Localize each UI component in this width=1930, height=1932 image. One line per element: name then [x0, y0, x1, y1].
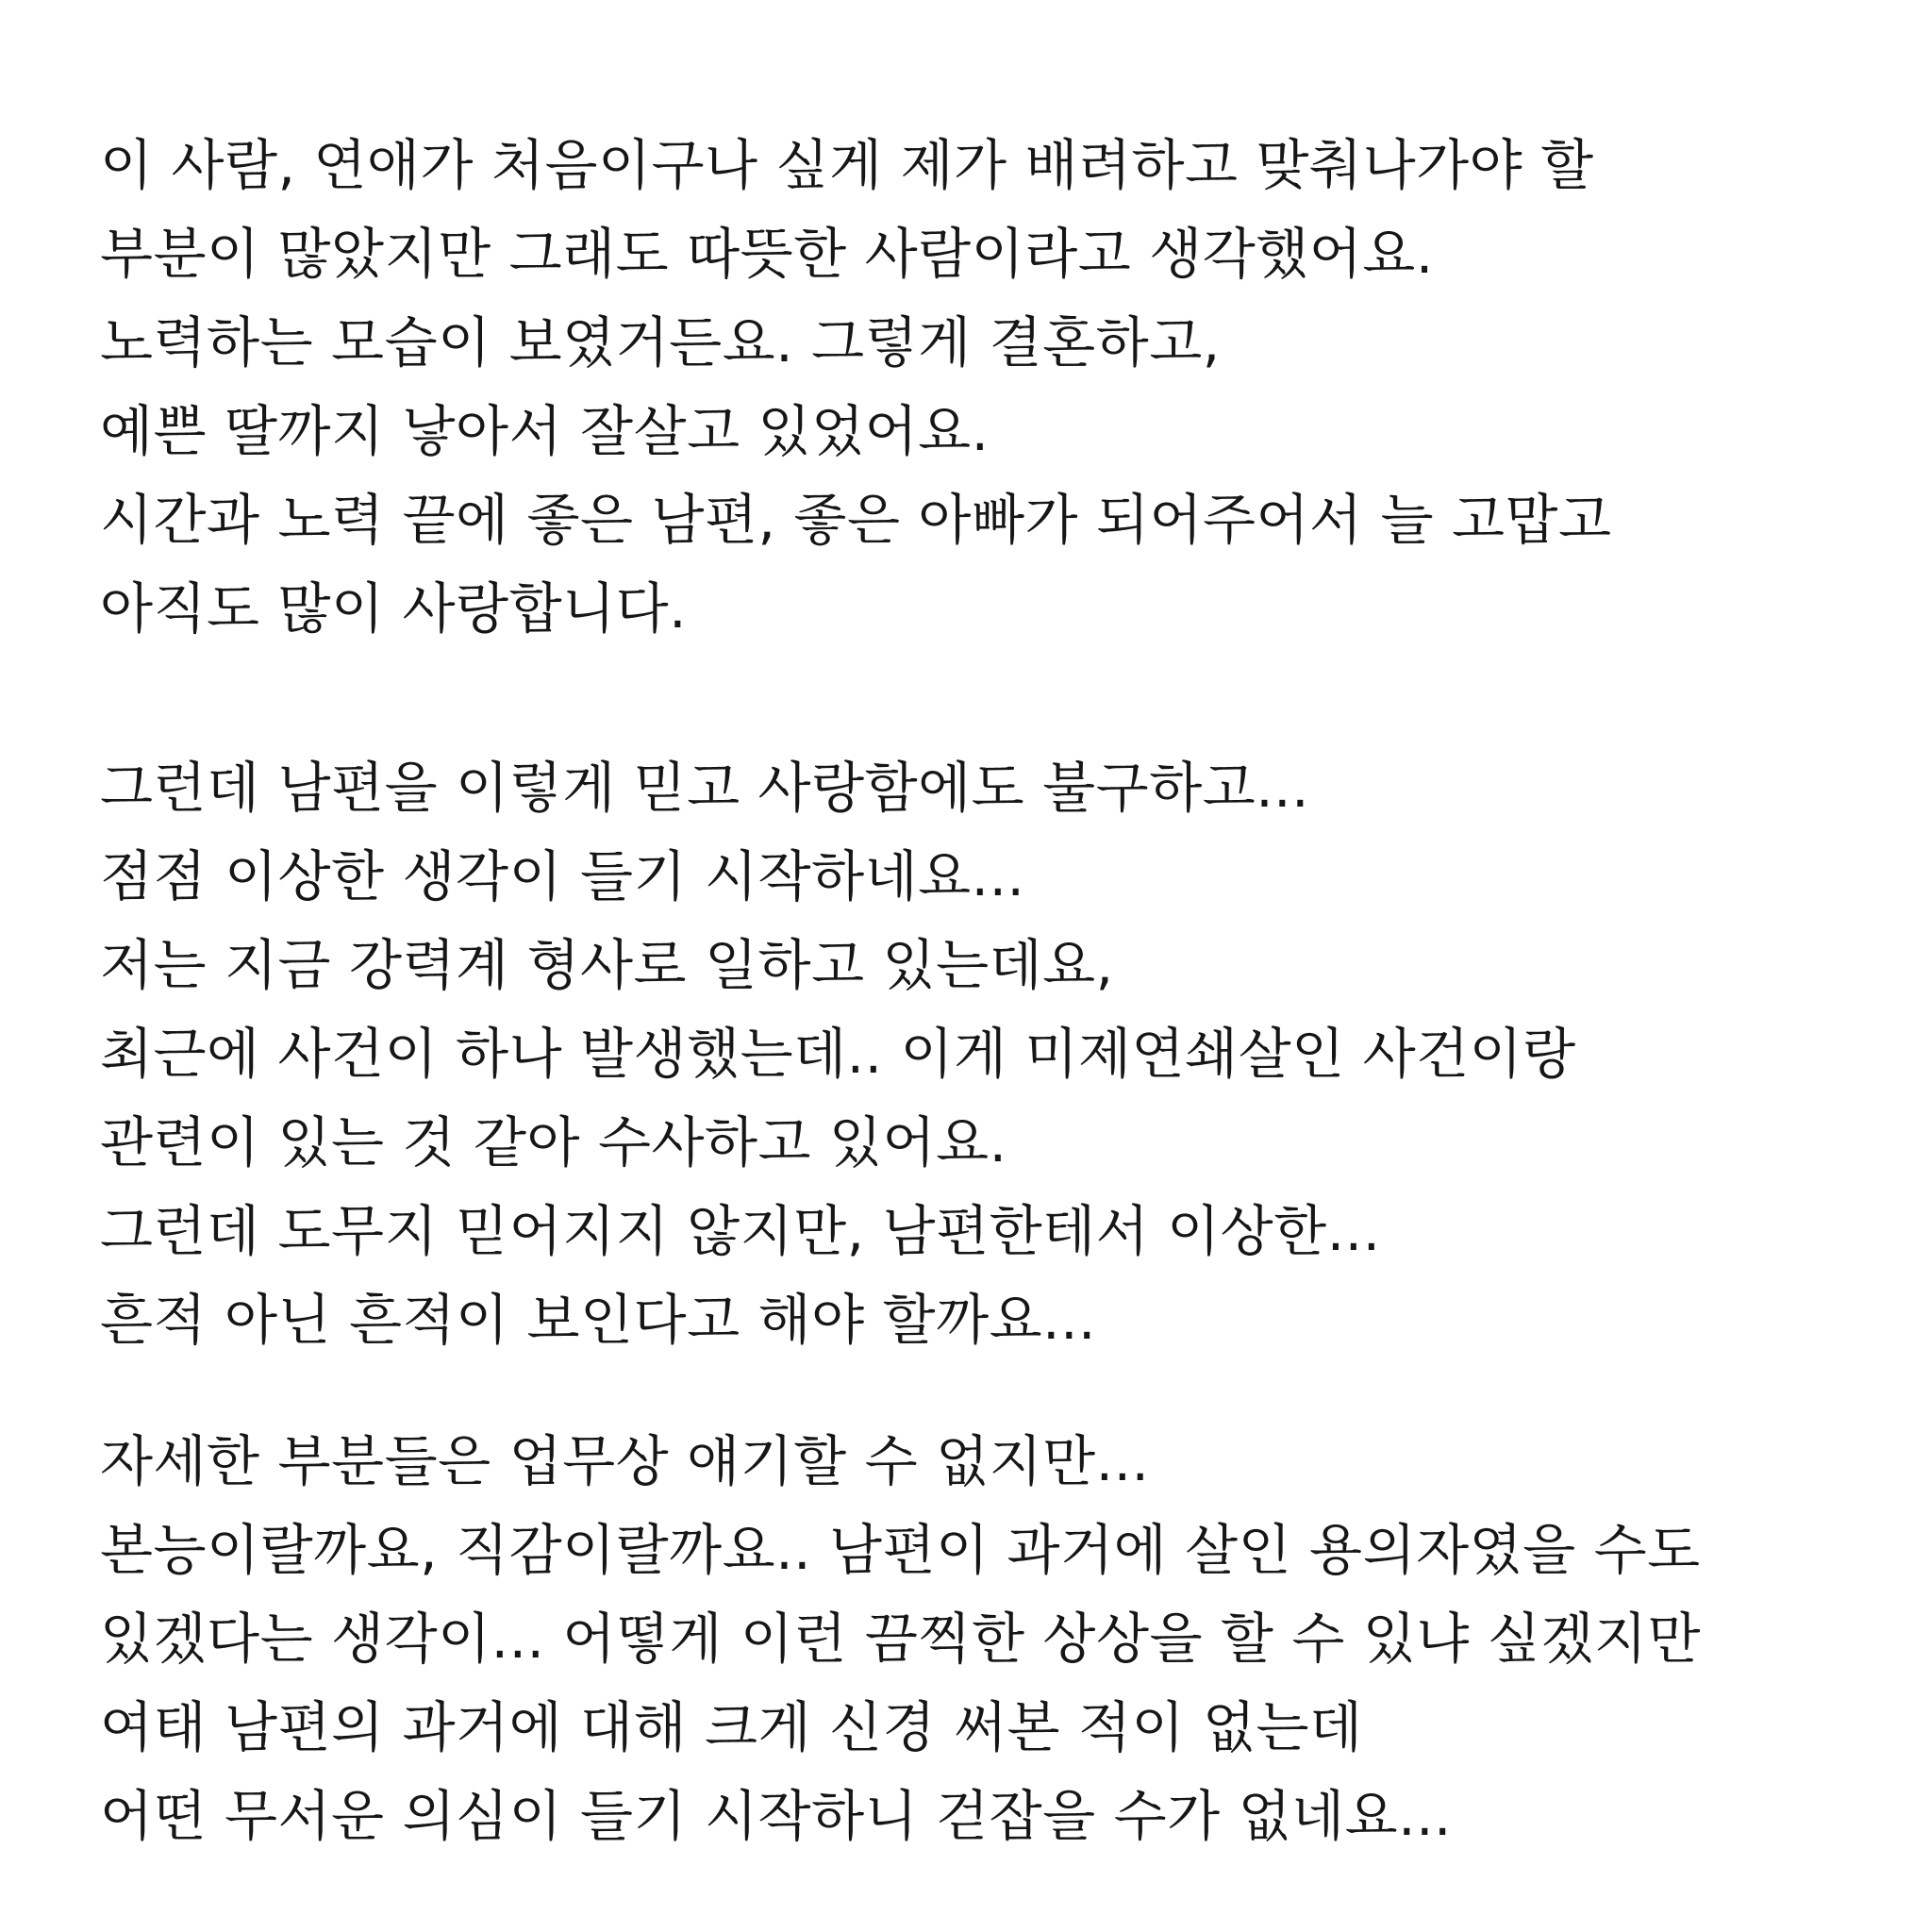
text-line: 노력하는 모습이 보였거든요. 그렇게 결혼하고,: [100, 310, 1221, 375]
paragraph-1: [100, 121, 1892, 653]
text-line: 본능이랄까요, 직감이랄까요.. 남편이 과거에 살인 용의자였을 수도: [100, 1518, 1701, 1582]
text-line: 점점 이상한 생각이 들기 시작하네요...: [100, 844, 1025, 908]
text-line: 어떤 무서운 의심이 들기 시작하니 걷잡을 수가 없네요...: [100, 1784, 1452, 1848]
text-line: 예쁜 딸까지 낳아서 잘살고 있었어요.: [100, 399, 990, 463]
paragraph-3: [100, 1417, 1892, 1860]
text-line: 저는 지금 강력계 형사로 일하고 있는데요,: [100, 933, 1114, 997]
text-line: 흔적 아닌 흔적이 보인다고 해야 할까요...: [100, 1288, 1096, 1352]
paragraph-2: [100, 743, 1892, 1364]
text-line: 그런데 남편을 이렇게 믿고 사랑함에도 불구하고...: [100, 756, 1310, 820]
text-line: 자세한 부분들은 업무상 얘기할 수 없지만...: [100, 1429, 1150, 1493]
text-line: 최근에 사건이 하나 발생했는데.. 이게 미제연쇄살인 사건이랑: [100, 1022, 1576, 1086]
text-line: 이 사람, 연애가 처음이구나 싶게 제가 배려하고 맞춰나가야 할: [100, 133, 1594, 197]
text-line: 시간과 노력 끝에 좋은 남편, 좋은 아빠가 되어주어서 늘 고맙고: [100, 488, 1612, 552]
text-line: 관련이 있는 것 같아 수사하고 있어요.: [100, 1110, 1007, 1174]
text-line: 있겠다는 생각이... 어떻게 이런 끔찍한 상상을 할 수 있냐 싶겠지만: [100, 1607, 1701, 1671]
text-line: 아직도 많이 사랑합니다.: [100, 576, 688, 641]
text-line: 부분이 많았지만 그래도 따뜻한 사람이라고 생각했어요.: [100, 222, 1434, 286]
text-line: 여태 남편의 과거에 대해 크게 신경 써본 적이 없는데: [100, 1695, 1363, 1759]
text-line: 그런데 도무지 믿어지지 않지만, 남편한테서 이상한...: [100, 1199, 1381, 1263]
